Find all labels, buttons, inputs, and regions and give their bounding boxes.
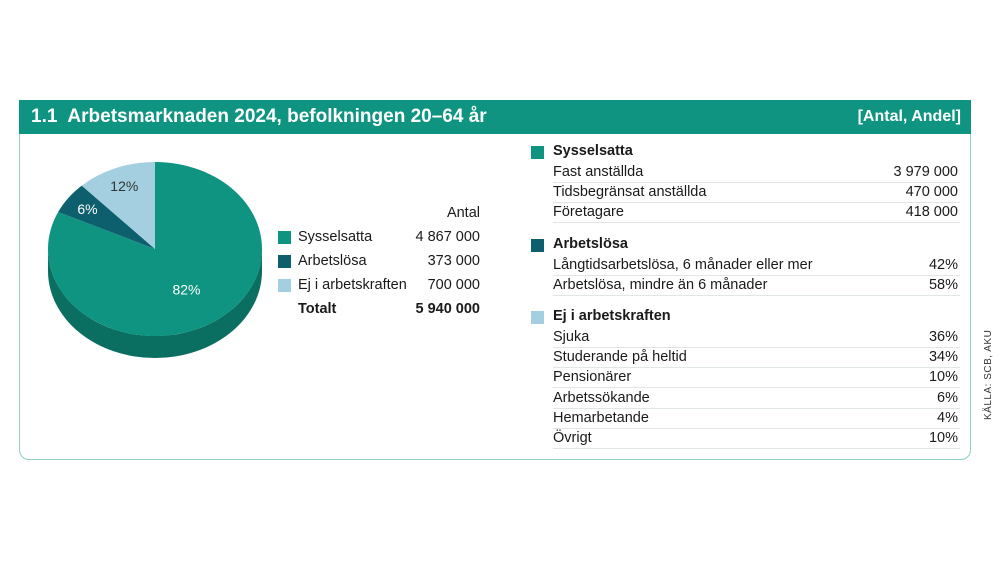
source-note: KÄLLA: SCB, AKU <box>983 329 994 420</box>
breakdown-row <box>553 163 960 183</box>
breakdown-row <box>553 203 960 223</box>
breakdown-value: 470 000 <box>905 184 958 201</box>
breakdown-label: Hemarbetande <box>553 409 649 426</box>
breakdown-label: Sjuka <box>553 329 590 345</box>
breakdown-label: Arbetssökande <box>553 389 650 406</box>
legend-row <box>278 252 488 272</box>
legend-value: 4 867 000 <box>415 229 480 245</box>
breakdown-swatch <box>531 239 544 252</box>
chart-title <box>31 106 487 128</box>
legend-swatch <box>278 279 291 292</box>
breakdown-value: 10% <box>928 430 958 446</box>
chart-units: [Antal, Andel] <box>857 108 961 125</box>
breakdown-label: Pensionärer <box>553 369 632 386</box>
breakdown-row <box>553 183 960 203</box>
chart-header <box>19 100 971 134</box>
pie-label: 82% <box>172 281 201 298</box>
legend-swatch <box>278 231 291 244</box>
breakdown-group-title: Arbetslösa <box>553 235 628 252</box>
legend-row <box>278 276 488 296</box>
breakdown-value: 36% <box>928 329 958 345</box>
breakdown-row <box>553 409 960 429</box>
pie-label: 6% <box>77 201 98 218</box>
breakdown-group-header <box>528 142 960 162</box>
breakdown-row <box>553 429 960 449</box>
breakdown-label: Övrigt <box>553 430 592 446</box>
legend-label: Arbetslösa <box>298 253 367 269</box>
breakdown-group-title: Sysselsatta <box>553 143 633 159</box>
breakdown-value: 418 000 <box>905 204 958 221</box>
legend-label: Sysselsatta <box>298 229 373 245</box>
breakdown-value: 3 979 000 <box>893 164 958 180</box>
breakdown-row <box>553 328 960 348</box>
legend-total-label: Totalt <box>298 301 337 317</box>
breakdown-label: Studerande på heltid <box>553 349 687 366</box>
breakdown-swatch <box>531 146 544 159</box>
breakdown-label: Tidsbegränsat anställda <box>553 184 707 201</box>
legend-row <box>278 228 488 248</box>
breakdown-label: Arbetslösa, mindre än 6 månader <box>553 276 768 293</box>
legend-swatch <box>278 255 291 268</box>
breakdown-value: 42% <box>928 256 958 273</box>
legend-value: 373 000 <box>427 253 480 269</box>
breakdown-group-header <box>528 307 960 327</box>
breakdown-value: 6% <box>937 389 958 406</box>
chart-title-text: Arbetsmarknaden 2024, befolkningen 20–64 år <box>67 106 487 127</box>
breakdown-row <box>553 389 960 409</box>
breakdown-group-title: Ej i arbetskraften <box>553 308 671 324</box>
breakdown-value: 34% <box>928 349 958 366</box>
breakdown-label: Långtidsarbetslösa, 6 månader eller mer <box>553 256 813 273</box>
breakdown-row <box>553 256 960 276</box>
legend-column-header: Antal <box>446 205 480 221</box>
breakdown-group-header <box>528 235 960 255</box>
breakdown-swatch <box>531 311 544 324</box>
chart-number: 1.1 <box>31 106 58 127</box>
breakdown-value: 10% <box>928 369 958 386</box>
breakdown-value: 58% <box>928 276 958 293</box>
breakdown-row <box>553 368 960 388</box>
breakdown-row <box>553 276 960 296</box>
legend-total-row <box>278 300 488 320</box>
breakdown-row <box>553 348 960 368</box>
legend-total-value: 5 940 000 <box>415 301 480 317</box>
pie-chart <box>40 152 270 372</box>
legend-label: Ej i arbetskraften <box>298 277 407 293</box>
legend-value: 700 000 <box>427 277 480 293</box>
breakdown-label: Fast anställda <box>553 164 644 180</box>
breakdown-value: 4% <box>937 409 958 426</box>
pie-label: 12% <box>110 177 139 194</box>
breakdown-label: Företagare <box>553 204 624 221</box>
